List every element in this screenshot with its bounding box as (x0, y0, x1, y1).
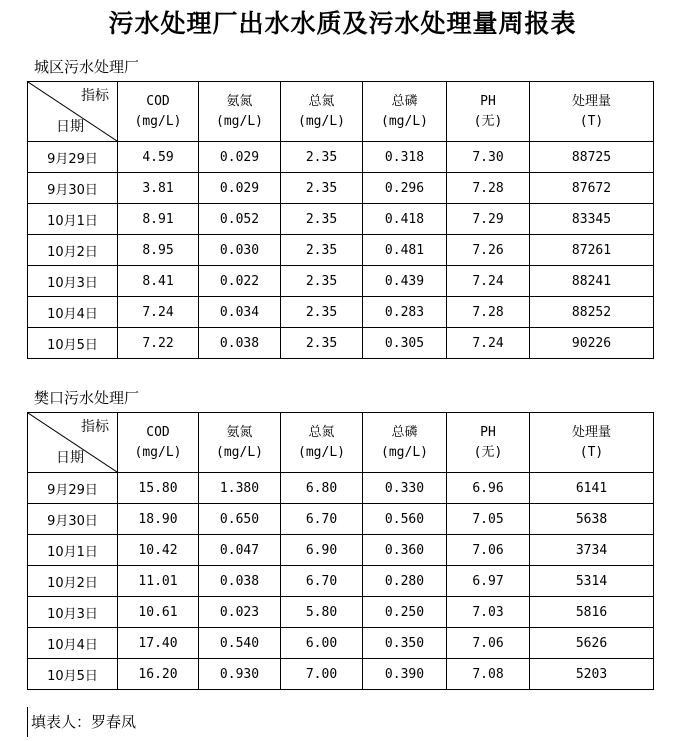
value-cell: 10.42 (118, 535, 199, 566)
column-header-unit: (mg/L) (298, 444, 345, 460)
value-cell: 7.29 (447, 204, 530, 235)
column-header-unit: (mg/L) (216, 113, 263, 129)
value-cell: 5626 (530, 628, 654, 659)
value-cell: 90226 (530, 328, 654, 359)
value-cell: 0.029 (199, 142, 281, 173)
section-label-plant-1: 城区污水处理厂 (34, 58, 140, 76)
value-cell: 18.90 (118, 504, 199, 535)
value-cell: 0.318 (363, 142, 447, 173)
section-label-plant-2: 樊口污水处理厂 (34, 389, 140, 407)
value-cell: 7.24 (447, 266, 530, 297)
column-header (363, 82, 447, 142)
value-cell: 0.305 (363, 328, 447, 359)
value-cell: 7.06 (447, 628, 530, 659)
value-cell: 0.023 (199, 597, 281, 628)
value-cell: 0.418 (363, 204, 447, 235)
plant-table-2 (27, 412, 654, 690)
value-cell: 2.35 (281, 204, 363, 235)
table-row (28, 628, 654, 659)
date-cell: 9月30日 (28, 504, 118, 535)
value-cell: 8.91 (118, 204, 199, 235)
value-cell: 7.06 (447, 535, 530, 566)
value-cell: 0.481 (363, 235, 447, 266)
plant-table-1 (27, 81, 654, 359)
table-row (28, 659, 654, 690)
value-cell: 0.029 (199, 173, 281, 204)
value-cell: 5203 (530, 659, 654, 690)
filled-by-footer: 填表人：罗春凤 (27, 707, 136, 737)
column-header-name: PH (480, 93, 496, 109)
value-cell: 6.90 (281, 535, 363, 566)
date-cell: 9月29日 (28, 473, 118, 504)
value-cell: 0.390 (363, 659, 447, 690)
value-cell: 10.61 (118, 597, 199, 628)
value-cell: 2.35 (281, 328, 363, 359)
value-cell: 0.283 (363, 297, 447, 328)
value-cell: 8.41 (118, 266, 199, 297)
table-row (28, 473, 654, 504)
header-row (28, 82, 654, 142)
column-header-unit: (mg/L) (381, 113, 428, 129)
value-cell: 7.24 (447, 328, 530, 359)
table-row (28, 297, 654, 328)
column-header-unit: (mg/L) (216, 444, 263, 460)
value-cell: 7.03 (447, 597, 530, 628)
value-cell: 2.35 (281, 235, 363, 266)
column-header-unit: (mg/L) (134, 113, 182, 129)
date-cell: 10月4日 (28, 628, 118, 659)
table-row (28, 504, 654, 535)
column-header-name: 总磷 (391, 93, 418, 109)
column-header (530, 82, 654, 142)
header-row (28, 413, 654, 473)
value-cell: 6141 (530, 473, 654, 504)
value-cell: 7.22 (118, 328, 199, 359)
value-cell: 6.70 (281, 566, 363, 597)
column-header-unit: (mg/L) (134, 444, 182, 460)
value-cell: 5314 (530, 566, 654, 597)
corner-label-indicator: 指标 (81, 88, 109, 104)
value-cell: 0.022 (199, 266, 281, 297)
column-header-unit: (无) (473, 113, 503, 129)
value-cell: 6.96 (447, 473, 530, 504)
value-cell: 87672 (530, 173, 654, 204)
table-row (28, 328, 654, 359)
table-row (28, 173, 654, 204)
value-cell: 0.930 (199, 659, 281, 690)
value-cell: 8.95 (118, 235, 199, 266)
column-header-name: COD (146, 93, 170, 109)
column-header-name: COD (146, 424, 170, 440)
value-cell: 0.350 (363, 628, 447, 659)
value-cell: 88252 (530, 297, 654, 328)
column-header (363, 413, 447, 473)
column-header-name: 氨氮 (226, 93, 253, 109)
column-header-name: 处理量 (571, 93, 611, 109)
date-cell: 10月3日 (28, 266, 118, 297)
value-cell: 7.30 (447, 142, 530, 173)
value-cell: 17.40 (118, 628, 199, 659)
column-header-name: 氨氮 (226, 424, 253, 440)
value-cell: 5638 (530, 504, 654, 535)
value-cell: 0.650 (199, 504, 281, 535)
value-cell: 5816 (530, 597, 654, 628)
diagonal-corner-cell (28, 82, 118, 142)
value-cell: 15.80 (118, 473, 199, 504)
corner-label-indicator: 指标 (81, 419, 109, 435)
value-cell: 6.00 (281, 628, 363, 659)
value-cell: 2.35 (281, 297, 363, 328)
value-cell: 0.030 (199, 235, 281, 266)
column-header (447, 82, 530, 142)
value-cell: 7.08 (447, 659, 530, 690)
date-cell: 10月2日 (28, 566, 118, 597)
column-header-name: 总氮 (308, 424, 335, 440)
value-cell: 88241 (530, 266, 654, 297)
table-row (28, 566, 654, 597)
column-header-unit: (T) (579, 113, 604, 129)
value-cell: 0.330 (363, 473, 447, 504)
table-row (28, 535, 654, 566)
date-cell: 9月30日 (28, 173, 118, 204)
value-cell: 3.81 (118, 173, 199, 204)
column-header-unit: (T) (579, 444, 604, 460)
value-cell: 83345 (530, 204, 654, 235)
column-header (199, 413, 281, 473)
date-cell: 10月1日 (28, 535, 118, 566)
value-cell: 0.052 (199, 204, 281, 235)
date-cell: 10月4日 (28, 297, 118, 328)
corner-label-date: 日期 (56, 119, 84, 135)
table-row (28, 142, 654, 173)
value-cell: 11.01 (118, 566, 199, 597)
value-cell: 4.59 (118, 142, 199, 173)
column-header-name: 总氮 (308, 93, 335, 109)
column-header-unit: (mg/L) (381, 444, 428, 460)
date-cell: 10月3日 (28, 597, 118, 628)
column-header-name: PH (480, 424, 496, 440)
value-cell: 2.35 (281, 142, 363, 173)
value-cell: 0.280 (363, 566, 447, 597)
table-row (28, 266, 654, 297)
table-row (28, 235, 654, 266)
value-cell: 7.28 (447, 173, 530, 204)
column-header (281, 82, 363, 142)
value-cell: 6.97 (447, 566, 530, 597)
column-header (118, 413, 199, 473)
column-header (530, 413, 654, 473)
value-cell: 0.047 (199, 535, 281, 566)
value-cell: 0.360 (363, 535, 447, 566)
column-header-unit: (mg/L) (298, 113, 345, 129)
table-row (28, 204, 654, 235)
value-cell: 1.380 (199, 473, 281, 504)
value-cell: 7.26 (447, 235, 530, 266)
diagonal-corner-cell (28, 413, 118, 473)
value-cell: 0.038 (199, 566, 281, 597)
date-cell: 10月5日 (28, 659, 118, 690)
corner-label-date: 日期 (56, 450, 84, 466)
value-cell: 0.034 (199, 297, 281, 328)
column-header-name: 总磷 (391, 424, 418, 440)
value-cell: 0.296 (363, 173, 447, 204)
date-cell: 9月29日 (28, 142, 118, 173)
date-cell: 10月1日 (28, 204, 118, 235)
table-row (28, 597, 654, 628)
value-cell: 16.20 (118, 659, 199, 690)
value-cell: 7.00 (281, 659, 363, 690)
value-cell: 0.250 (363, 597, 447, 628)
value-cell: 0.038 (199, 328, 281, 359)
value-cell: 2.35 (281, 266, 363, 297)
value-cell: 87261 (530, 235, 654, 266)
report-title: 污水处理厂出水水质及污水处理量周报表 (108, 9, 577, 38)
date-cell: 10月5日 (28, 328, 118, 359)
column-header (281, 413, 363, 473)
value-cell: 7.28 (447, 297, 530, 328)
column-header (199, 82, 281, 142)
value-cell: 0.439 (363, 266, 447, 297)
value-cell: 7.24 (118, 297, 199, 328)
value-cell: 6.70 (281, 504, 363, 535)
column-header (118, 82, 199, 142)
date-cell: 10月2日 (28, 235, 118, 266)
value-cell: 2.35 (281, 173, 363, 204)
column-header (447, 413, 530, 473)
column-header-unit: (无) (473, 444, 503, 460)
value-cell: 6.80 (281, 473, 363, 504)
value-cell: 3734 (530, 535, 654, 566)
column-header-name: 处理量 (571, 424, 611, 440)
value-cell: 88725 (530, 142, 654, 173)
value-cell: 5.80 (281, 597, 363, 628)
value-cell: 7.05 (447, 504, 530, 535)
value-cell: 0.540 (199, 628, 281, 659)
value-cell: 0.560 (363, 504, 447, 535)
